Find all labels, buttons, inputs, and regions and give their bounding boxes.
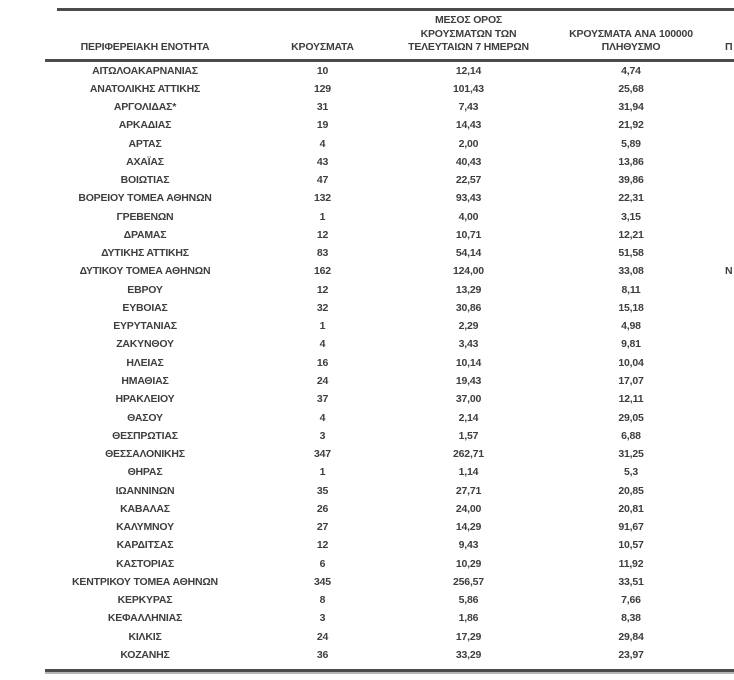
region-cell: ΚΟΖΑΝΗΣ <box>120 649 170 661</box>
region-cell: ΚΑΣΤΟΡΙΑΣ <box>116 557 174 570</box>
per100k-cell: 8,38 <box>621 612 641 625</box>
cases-cell: 35 <box>316 484 329 497</box>
note-cell <box>725 354 734 372</box>
region-cell: ΘΑΣΟΥ <box>127 411 163 424</box>
table-header-row <box>45 12 734 60</box>
table-row <box>45 463 734 481</box>
note-cell <box>725 171 734 189</box>
table-body <box>45 60 734 664</box>
note-cell <box>725 573 734 591</box>
table-row <box>45 409 734 427</box>
cases-cell: 345 <box>314 575 331 588</box>
note-cell <box>725 60 734 80</box>
table-row <box>45 573 734 591</box>
region-cell: ΗΡΑΚΛΕΙΟΥ <box>115 393 175 406</box>
cases-cell: 47 <box>316 174 329 187</box>
region-cell: ΑΡΓΟΛΙΔΑΣ* <box>113 101 177 114</box>
per100k-cell: 17,07 <box>618 375 644 388</box>
region-cell: ΚΑΛΥΜΝΟΥ <box>116 521 174 534</box>
note-cell <box>725 409 734 427</box>
header-notes-clipped <box>725 12 734 60</box>
note-cell <box>725 116 734 134</box>
avg7-cell: 12,14 <box>455 64 482 77</box>
note-cell <box>725 189 734 207</box>
per100k-cell: 4,98 <box>621 320 641 333</box>
header-7day-average-line2: ΚΡΟΥΣΜΑΤΩΝ ΤΩΝ <box>420 27 517 40</box>
note-cell <box>725 208 734 226</box>
avg7-cell: 30,86 <box>455 301 482 314</box>
cases-cell: 37 <box>316 393 329 406</box>
avg7-cell: 1,86 <box>458 612 479 625</box>
avg7-cell: 10,14 <box>455 356 482 369</box>
note-cell <box>725 390 734 408</box>
note-cell <box>725 427 734 445</box>
region-cell: ΔΡΑΜΑΣ <box>123 228 167 241</box>
table-row <box>45 60 734 80</box>
avg7-cell: 1,14 <box>458 466 479 479</box>
table-row <box>45 555 734 573</box>
header-per-100k <box>537 12 725 60</box>
cases-cell: 1 <box>319 320 326 333</box>
table-bottom-rule-light <box>45 672 734 674</box>
table-row <box>45 335 734 353</box>
note-cell <box>725 281 734 299</box>
region-cell: ΕΥΒΟΙΑΣ <box>122 301 168 314</box>
note-cell <box>725 226 734 244</box>
per100k-cell: 5,3 <box>624 466 638 479</box>
per100k-cell: 7,66 <box>621 594 641 607</box>
header-cases <box>245 12 400 60</box>
avg7-cell: 1,57 <box>458 429 479 442</box>
per100k-cell: 33,08 <box>618 265 644 278</box>
table-row <box>45 189 734 207</box>
per100k-cell: 31,94 <box>618 101 644 114</box>
region-cell: ΚΑΡΔΙΤΣΑΣ <box>116 539 174 552</box>
cases-cell: 1 <box>319 466 326 479</box>
note-cell <box>725 518 734 536</box>
note-cell <box>725 372 734 390</box>
note-cell <box>725 591 734 609</box>
table-row <box>45 427 734 445</box>
per100k-cell: 12,11 <box>618 393 644 406</box>
region-cell: ΘΗΡΑΣ <box>127 466 163 479</box>
region-cell: ΕΒΡΟΥ <box>127 283 163 296</box>
table-row <box>45 354 734 372</box>
cases-cell: 6 <box>319 557 326 570</box>
table-row <box>45 536 734 554</box>
region-cell: ΚΕΡΚΥΡΑΣ <box>117 594 173 607</box>
region-cell: ΖΑΚΥΝΘΟΥ <box>116 338 174 351</box>
avg7-cell: 40,43 <box>455 155 482 168</box>
note-cell: Ν <box>725 265 733 278</box>
per100k-cell: 8,11 <box>621 283 641 296</box>
per100k-cell: 20,85 <box>618 484 644 497</box>
per100k-cell: 20,81 <box>618 502 644 515</box>
note-cell <box>725 445 734 463</box>
cases-cell: 4 <box>319 137 326 150</box>
region-cell: ΑΙΤΩΛΟΑΚΑΡΝΑΝΙΑΣ <box>92 64 198 77</box>
avg7-cell: 4,00 <box>458 210 479 223</box>
cases-cell: 4 <box>319 338 326 351</box>
table-row <box>45 153 734 171</box>
table-row <box>45 98 734 116</box>
region-cell: ΚΕΦΑΛΛΗΝΙΑΣ <box>107 612 183 625</box>
cases-cell: 83 <box>316 247 329 260</box>
per100k-cell: 4,74 <box>621 64 641 77</box>
per100k-cell: 91,67 <box>618 521 644 534</box>
per100k-cell: 22,31 <box>618 192 644 205</box>
cases-cell: 4 <box>319 411 326 424</box>
table-row <box>45 518 734 536</box>
table-top-rule <box>57 8 734 11</box>
region-cell: ΑΧΑΪΑΣ <box>126 155 164 168</box>
note-cell <box>725 80 734 98</box>
table-row <box>45 226 734 244</box>
regional-cases-table <box>45 12 734 664</box>
note-cell <box>725 135 734 153</box>
region-cell: ΘΕΣΣΑΛΟΝΙΚΗΣ <box>105 448 185 461</box>
avg7-cell: 14,29 <box>455 521 482 534</box>
cases-cell: 24 <box>316 630 329 643</box>
avg7-cell: 93,43 <box>455 192 482 205</box>
per100k-cell: 6,88 <box>621 429 641 442</box>
per100k-cell: 29,84 <box>618 630 644 643</box>
header-region <box>45 12 245 60</box>
per100k-cell: 3,15 <box>621 210 641 223</box>
table-row <box>45 482 734 500</box>
table-row <box>45 281 734 299</box>
cases-cell: 43 <box>316 155 329 168</box>
cases-cell: 24 <box>316 375 329 388</box>
avg7-cell: 3,43 <box>458 338 479 351</box>
table-row <box>45 116 734 134</box>
per100k-cell: 15,18 <box>618 301 644 314</box>
cases-cell: 19 <box>316 119 329 132</box>
per100k-cell: 39,86 <box>618 174 644 187</box>
avg7-cell: 54,14 <box>455 247 482 260</box>
note-cell <box>725 98 734 116</box>
avg7-cell: 10,29 <box>455 557 482 570</box>
per100k-cell: 10,57 <box>618 539 644 552</box>
header-7day-average <box>400 12 537 60</box>
region-cell: ΒΟΡΕΙΟΥ ΤΟΜΕΑ ΑΘΗΝΩΝ <box>78 192 212 205</box>
region-cell: ΗΜΑΘΙΑΣ <box>121 375 169 388</box>
region-cell: ΚΑΒΑΛΑΣ <box>120 502 170 515</box>
region-cell: ΒΟΙΩΤΙΑΣ <box>120 174 170 187</box>
cases-cell: 8 <box>319 594 326 607</box>
header-per-100k-line1: ΚΡΟΥΣΜΑΤΑ ΑΝΑ 100000 <box>569 27 693 40</box>
cases-cell: 26 <box>316 502 329 515</box>
cases-cell: 36 <box>316 649 329 661</box>
cases-cell: 129 <box>314 82 331 95</box>
table-row <box>45 208 734 226</box>
avg7-cell: 7,43 <box>458 101 479 114</box>
avg7-cell: 124,00 <box>453 265 484 278</box>
per100k-cell: 9,81 <box>621 338 641 351</box>
region-cell: ΑΡΚΑΔΙΑΣ <box>118 119 172 132</box>
note-cell <box>725 299 734 317</box>
avg7-cell: 9,43 <box>458 539 479 552</box>
region-cell: ΑΝΑΤΟΛΙΚΗΣ ΑΤΤΙΚΗΣ <box>89 82 201 95</box>
avg7-cell: 14,43 <box>455 119 482 132</box>
cases-cell: 12 <box>316 283 329 296</box>
per100k-cell: 11,92 <box>618 557 644 570</box>
region-cell: ΔΥΤΙΚΟΥ ΤΟΜΕΑ ΑΘΗΝΩΝ <box>79 265 211 278</box>
per100k-cell: 5,89 <box>621 137 641 150</box>
header-7day-average-line3: ΤΕΛΕΥΤΑΙΩΝ 7 ΗΜΕΡΩΝ <box>408 41 529 53</box>
table-row <box>45 135 734 153</box>
note-cell <box>725 153 734 171</box>
cases-cell: 3 <box>319 612 326 625</box>
table-row <box>45 500 734 518</box>
region-cell: ΚΕΝΤΡΙΚΟΥ ΤΟΜΕΑ ΑΘΗΝΩΝ <box>72 575 218 588</box>
region-cell: ΙΩΑΝΝΙΝΩΝ <box>115 484 175 497</box>
table-row <box>45 390 734 408</box>
per100k-cell: 12,21 <box>618 228 644 241</box>
avg7-cell: 2,29 <box>458 320 479 333</box>
avg7-cell: 10,71 <box>455 228 482 241</box>
cases-cell: 16 <box>316 356 329 369</box>
table-row <box>45 646 734 664</box>
per100k-cell: 33,51 <box>618 575 644 588</box>
avg7-cell: 17,29 <box>455 630 482 643</box>
note-cell <box>725 317 734 335</box>
cases-cell: 1 <box>319 210 326 223</box>
cases-cell: 32 <box>316 301 329 314</box>
header-cases-label: ΚΡΟΥΣΜΑΤΑ <box>291 41 354 53</box>
cases-cell: 3 <box>319 429 326 442</box>
avg7-cell: 33,29 <box>455 649 482 661</box>
note-cell <box>725 500 734 518</box>
per100k-cell: 21,92 <box>618 119 644 132</box>
table-row <box>45 628 734 646</box>
cases-cell: 12 <box>316 539 329 552</box>
avg7-cell: 24,00 <box>455 502 482 515</box>
table-row <box>45 262 734 280</box>
cases-cell: 31 <box>316 101 329 114</box>
avg7-cell: 2,00 <box>458 137 479 150</box>
per100k-cell: 29,05 <box>618 411 644 424</box>
per100k-cell: 31,25 <box>618 448 644 461</box>
avg7-cell: 37,00 <box>455 393 482 406</box>
header-7day-average-line1: ΜΕΣΟΣ ΟΡΟΣ <box>434 14 503 26</box>
cases-cell: 347 <box>314 448 331 461</box>
region-cell: ΓΡΕΒΕΝΩΝ <box>116 210 174 223</box>
table-row <box>45 80 734 98</box>
cases-cell: 12 <box>316 228 329 241</box>
region-cell: ΘΕΣΠΡΩΤΙΑΣ <box>112 429 178 442</box>
note-cell <box>725 335 734 353</box>
avg7-cell: 13,29 <box>455 283 482 296</box>
table-row <box>45 445 734 463</box>
avg7-cell: 256,57 <box>453 575 484 588</box>
table-row <box>45 171 734 189</box>
note-cell <box>725 628 734 646</box>
cases-cell: 10 <box>316 64 329 77</box>
table-row <box>45 591 734 609</box>
note-cell <box>725 555 734 573</box>
note-cell <box>725 482 734 500</box>
per100k-cell: 25,68 <box>618 82 644 95</box>
region-cell: ΑΡΤΑΣ <box>128 137 162 150</box>
table-row <box>45 609 734 627</box>
table-row <box>45 317 734 335</box>
avg7-cell: 19,43 <box>455 375 482 388</box>
table-header <box>45 12 734 60</box>
avg7-cell: 27,71 <box>455 484 482 497</box>
per100k-cell: 23,97 <box>618 649 644 661</box>
cases-cell: 132 <box>314 192 331 205</box>
note-cell <box>725 646 734 664</box>
note-cell <box>725 536 734 554</box>
table-row <box>45 299 734 317</box>
note-cell <box>725 244 734 262</box>
note-cell <box>725 609 734 627</box>
region-cell: ΗΛΕΙΑΣ <box>126 356 164 369</box>
region-cell: ΚΙΛΚΙΣ <box>128 630 162 643</box>
per100k-cell: 10,04 <box>618 356 644 369</box>
avg7-cell: 2,14 <box>458 411 479 424</box>
avg7-cell: 262,71 <box>453 448 484 461</box>
avg7-cell: 101,43 <box>453 82 484 95</box>
note-cell <box>725 463 734 481</box>
avg7-cell: 5,86 <box>458 594 479 607</box>
region-cell: ΔΥΤΙΚΗΣ ΑΤΤΙΚΗΣ <box>101 247 189 260</box>
cases-cell: 162 <box>314 265 331 278</box>
header-per-100k-line2: ΠΛΗΘΥΣΜΟ <box>601 41 661 53</box>
table-row <box>45 372 734 390</box>
cases-cell: 27 <box>316 521 329 534</box>
table-row <box>45 244 734 262</box>
per100k-cell: 51,58 <box>618 247 644 260</box>
region-cell: ΕΥΡΥΤΑΝΙΑΣ <box>113 320 177 333</box>
avg7-cell: 22,57 <box>455 174 482 187</box>
per100k-cell: 13,86 <box>618 155 644 168</box>
header-notes-clipped-label: Π <box>725 41 733 53</box>
header-region-label: ΠΕΡΙΦΕΡΕΙΑΚΗ ΕΝΟΤΗΤΑ <box>80 41 210 53</box>
table-bottom-rule <box>45 669 734 674</box>
